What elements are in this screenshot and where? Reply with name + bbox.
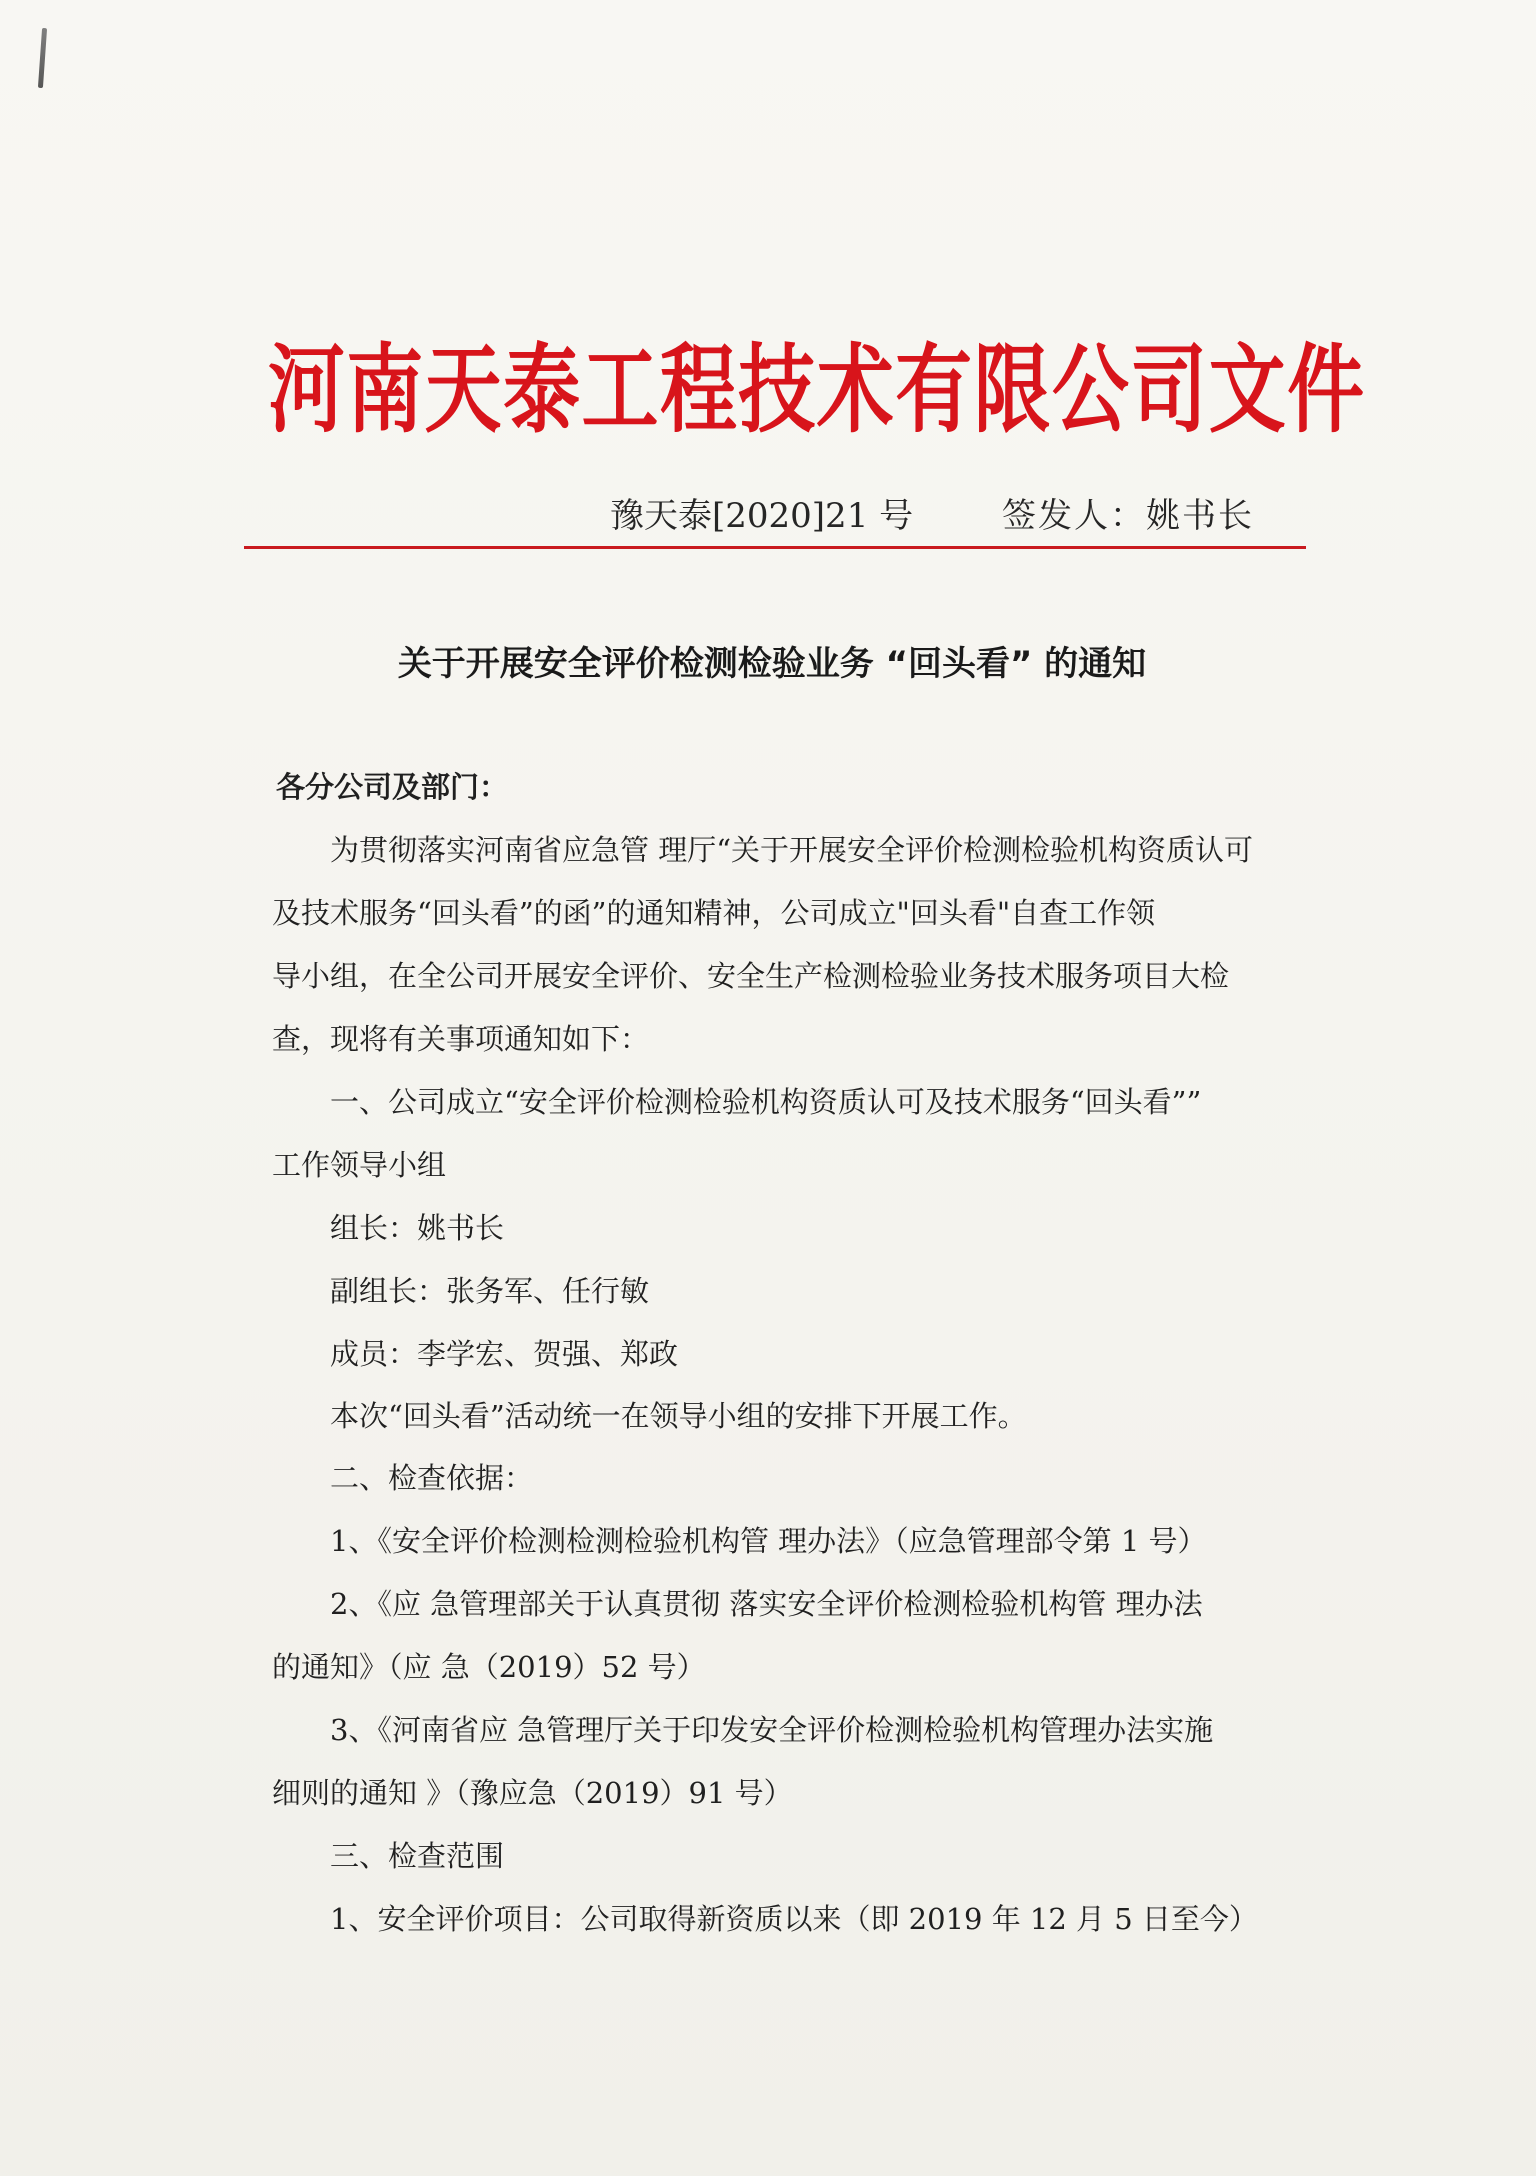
intro-line-3: 导小组，在全公司开展安全评价、安全生产检测检验业务技术服务项目大检 xyxy=(272,959,1230,993)
basis-item-2-line-2: 的通知》（应 急（2019）52 号） xyxy=(272,1650,706,1684)
staple-mark xyxy=(38,28,47,88)
intro-line-4: 查，现将有关事项通知如下： xyxy=(272,1022,650,1056)
intro-line-2: 及技术服务“回头看”的函”的通知精神，公司成立"回头看"自查工作领 xyxy=(272,896,1156,930)
section3-heading: 三、检查范围 xyxy=(330,1839,505,1873)
section1-heading-line-2: 工作领导小组 xyxy=(272,1148,447,1182)
group-members: 成员：李学宏、贺强、郑政 xyxy=(330,1337,679,1371)
salutation: 各分公司及部门： xyxy=(276,770,509,804)
deputy-leaders: 副组长：张务军、任行敏 xyxy=(330,1274,650,1308)
group-leader: 组长：姚书长 xyxy=(330,1211,505,1245)
intro-line-1: 为贯彻落实河南省应急管 理厅“关于开展安全评价检测检验机构资质认可 xyxy=(330,833,1254,867)
section2-heading: 二、检查依据： xyxy=(330,1461,534,1495)
basis-item-3-line-2: 细则的通知 》（豫应急（2019）91 号） xyxy=(272,1776,793,1810)
signer: 签发人：姚书长 xyxy=(1002,496,1254,536)
scope-item-1: 1、安全评价项目：公司取得新资质以来（即 2019 年 12 月 5 日至今） xyxy=(330,1902,1258,1936)
basis-item-1: 1、《安全评价检测检测检验机构管 理办法》（应急管理部令第 1 号） xyxy=(330,1524,1207,1558)
basis-item-3-line-1: 3、《河南省应 急管理厅关于印发安全评价检测检验机构管理办法实施 xyxy=(330,1713,1214,1747)
document-header-title: 河南天泰工程技术有限公司文件 xyxy=(268,334,1366,446)
document-number: 豫天泰[2020]21 号 xyxy=(610,496,914,536)
notice-title: 关于开展安全评价检测检验业务 “回头看” 的通知 xyxy=(397,644,1147,684)
basis-item-2-line-1: 2、《应 急管理部关于认真贯彻 落实安全评价检测检验机构管 理办法 xyxy=(330,1587,1203,1621)
section1-heading-line-1: 一、公司成立“安全评价检测检验机构资质认可及技术服务“回头看”” xyxy=(330,1085,1202,1119)
header-red-rule xyxy=(244,546,1306,549)
activity-note: 本次“回头看”活动统一在领导小组的安排下开展工作。 xyxy=(330,1399,1027,1433)
